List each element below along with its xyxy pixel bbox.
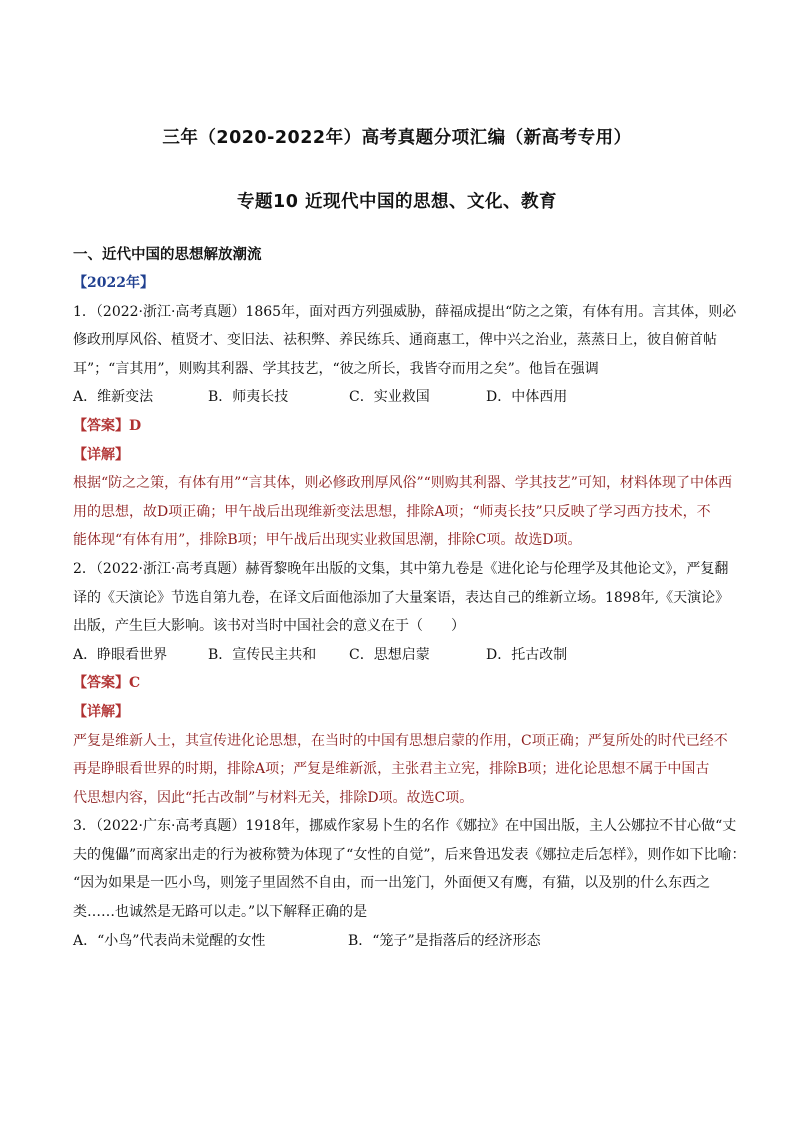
q1-option-d: D．中体西用 xyxy=(486,389,568,406)
document-body xyxy=(73,269,746,955)
q1-stem-line-3: 耳”；“言其用”，则购其利器、学其技艺，“彼之所长，我皆夺而用之矣”。他旨在强调 xyxy=(73,360,599,377)
q2-stem-line-1: 2．（2022·浙江·高考真题）赫胥黎晚年出版的文集，其中第九卷是《进化论与伦理学及其他论文》，严复翻 xyxy=(73,560,729,577)
q1-options xyxy=(73,383,729,412)
document-subtitle: 专题10 近现代中国的思想、文化、教育 xyxy=(237,192,557,212)
q3-option-b: B．“笼子”是指落后的经济形态 xyxy=(348,932,541,949)
q3-option-a: A．“小鸟”代表尚未觉醒的女性 xyxy=(73,932,266,949)
year-tag: 【2022年】 xyxy=(73,275,154,291)
q2-option-a: A．睁眼看世界 xyxy=(73,646,168,663)
q2-stem-line-3: 出版，产生巨大影响。该书对当时中国社会的意义在于（ ） xyxy=(73,618,465,635)
q3-stem-line-1: 3．（2022·广东·高考真题）1918年，挪威作家易卜生的名作《娜拉》在中国出版，主人公娜拉不甘心做“丈 xyxy=(73,818,737,835)
q3-stem-line-4: 类……也诚然是无路可以走。”以下解释正确的是 xyxy=(73,904,368,921)
q2-detail-line-2: 再是睁眼看世界的时期，排除A项；严复是维新派，主张君主立宪，排除B项；进化论思想不属于中国古 xyxy=(73,761,710,778)
q2-option-c: C．思想启蒙 xyxy=(349,646,430,663)
q2-detail-line-3: 代思想内容，因此“托古改制”与材料无关，排除D项。故选C项。 xyxy=(73,789,474,806)
q1-detail-line-1: 根据“防之之策，有体有用”“言其体，则必修政刑厚风俗”“则购其利器、学其技艺”可知，材料体现了中体西 xyxy=(73,475,732,492)
q1-stem-line-2: 修政刑厚风俗、植贤才、变旧法、祛积弊、养民练兵、通商惠工，俾中兴之治业，蒸蒸日上，彼自俯首帖 xyxy=(73,332,717,349)
q2-option-d: D．托古改制 xyxy=(486,646,568,663)
q2-detail-line-1: 严复是维新人士，其宣传进化论思想，在当时的中国有思想启蒙的作用，C项正确；严复所处的时代已经不 xyxy=(73,732,728,749)
q2-stem-line-2: 译的《天演论》节选自第九卷，在译文后面他添加了大量案语，表达自己的维新立场。1898年,《天演论》 xyxy=(73,589,730,606)
q2-answer: 【答案】C xyxy=(73,675,141,692)
q3-stem-line-2: 夫的傀儡”而离家出走的行为被称赞为体现了“女性的自觉”，后来鲁迅发表《娜拉走后怎样》，则作如下比喻： xyxy=(73,846,746,863)
q2-option-b: B．宣传民主共和 xyxy=(208,646,317,663)
q2-detail-label: 【详解】 xyxy=(73,703,129,720)
q1-detail-line-2: 用的思想，故D项正确；甲午战后出现维新变法思想，排除A项；“师夷长技”只反映了学习西方技术，不 xyxy=(73,503,711,520)
q3-stem-line-3: “因为如果是一匹小鸟，则笼子里固然不自由，而一出笼门，外面便又有鹰，有猫，以及别的什么东西之 xyxy=(73,875,711,892)
q1-option-c: C．实业救国 xyxy=(349,389,430,406)
q1-stem-line-1: 1．（2022·浙江·高考真题）1865年，面对西方列强威胁，薛福成提出“防之之策，有体有用。言其体，则必 xyxy=(73,303,737,320)
section-heading: 一、近代中国的思想解放潮流 xyxy=(73,247,262,263)
q1-option-b: B．师夷长技 xyxy=(208,389,289,406)
q2-options xyxy=(73,641,729,670)
q1-option-a: A．维新变法 xyxy=(73,389,154,406)
q3-options xyxy=(73,927,729,956)
q1-detail-line-3: 能体现“有体有用”，排除B项；甲午战后出现实业救国思潮，排除C项。故选D项。 xyxy=(73,532,582,549)
q1-answer: 【答案】D xyxy=(73,417,142,434)
document-title: 三年（2020-2022年）高考真题分项汇编（新高考专用） xyxy=(162,128,632,148)
q1-detail-label: 【详解】 xyxy=(73,446,129,463)
